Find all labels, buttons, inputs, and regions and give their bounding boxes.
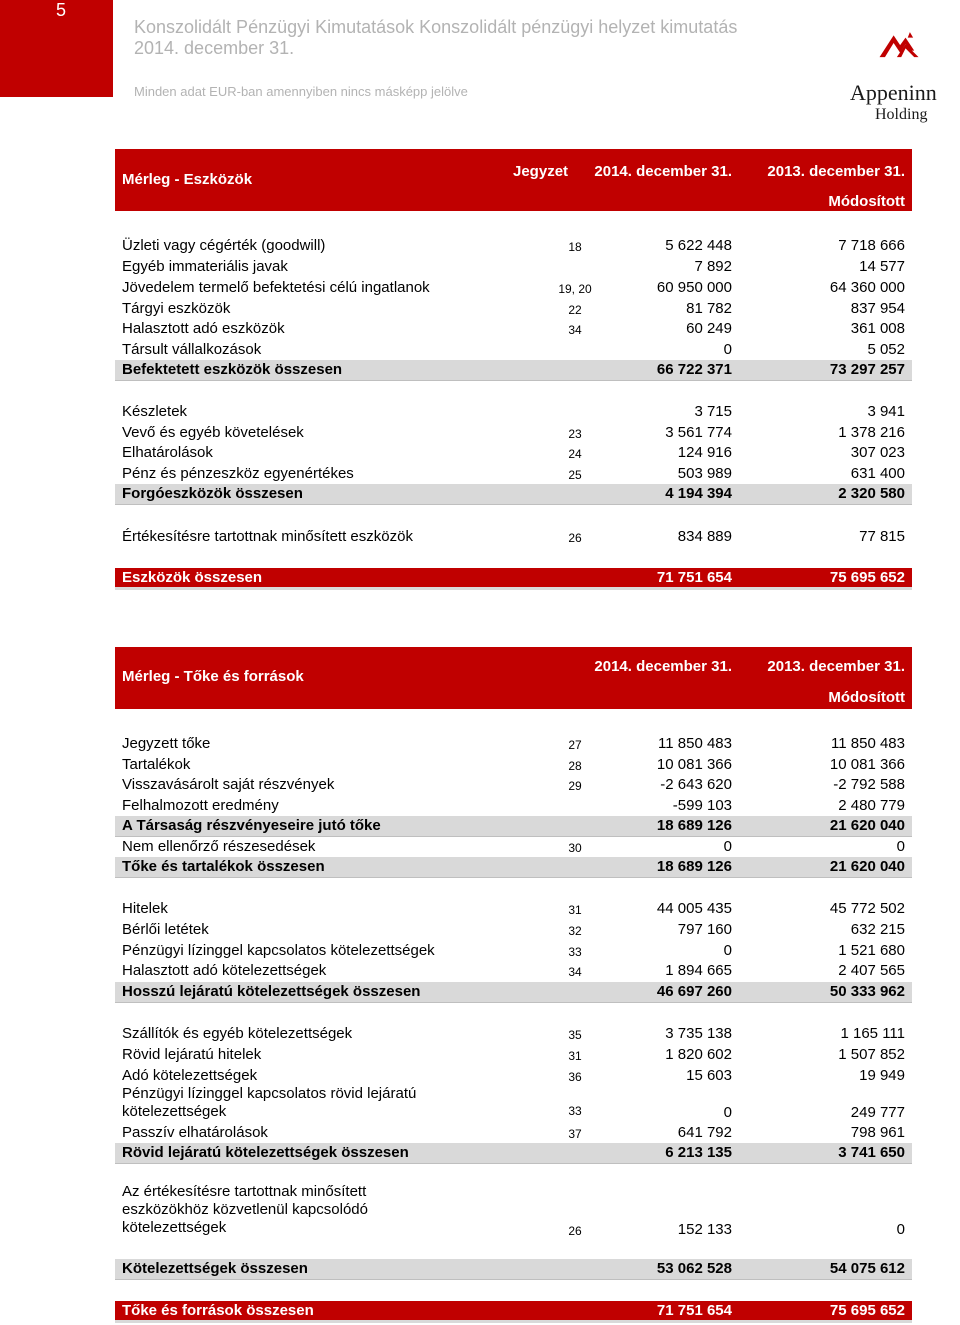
table-row-uzleti-vagy-cegertek-goodwill [115, 236, 912, 256]
report-date: 2014. december 31. [134, 38, 295, 58]
table-row-forgoeszkozok-osszesen [115, 484, 912, 504]
table-row-penz-es-penzeszkoz-egyenertekes [115, 464, 912, 484]
row-value-2013: 1 521 680 [838, 942, 905, 959]
row-note-ref: 24 [568, 447, 582, 461]
row-note-ref: 19, 20 [558, 282, 592, 296]
row-value-2013: 14 577 [859, 258, 905, 275]
row-value-2013: 45 772 502 [829, 900, 905, 917]
row-label: Rövid lejáratú hitelek [122, 1046, 262, 1063]
row-value-2014: 11 850 483 [658, 735, 732, 752]
row-note-ref: 37 [568, 1127, 582, 1141]
row-note-ref: 31 [568, 1049, 582, 1063]
row-label-line: Az értékesítésre tartottnak minősített [122, 1183, 367, 1200]
row-value-2013: 2 480 779 [838, 797, 905, 814]
table-row-jegyzett-toke [115, 734, 912, 754]
row-value-2014: 6 213 135 [665, 1144, 732, 1161]
row-note-ref: 33 [568, 1104, 582, 1118]
row-value-2014: 3 735 138 [665, 1025, 732, 1042]
row-value-2013: 249 777 [850, 1104, 905, 1121]
row-value-2014: 152 133 [677, 1221, 732, 1238]
row-label: Értékesítésre tartottnak minősített eszközök [122, 528, 413, 545]
row-value-2014: 1 820 602 [665, 1046, 732, 1063]
row-value-2013: 798 961 [850, 1124, 905, 1141]
row-label: Felhalmozott eredmény [122, 797, 279, 814]
row-label: Vevő és egyéb követelések [122, 424, 304, 441]
row-value-2014: 0 [723, 942, 732, 959]
row-label: Eszközök összesen [122, 569, 263, 586]
row-value-2013: 1 165 111 [840, 1025, 905, 1042]
col-2013-header: 2013. december 31. [767, 658, 905, 675]
row-label: Pénzügyi lízinggel kapcsolatos kötelezettségek [122, 942, 435, 959]
table-row-kotelezettsegek-osszesen [115, 1259, 912, 1279]
row-value-2014: 18 689 126 [656, 817, 732, 834]
assets-header [115, 149, 912, 211]
row-value-2014: 124 916 [677, 444, 732, 461]
row-label: Adó kötelezettségek [122, 1067, 258, 1084]
row-value-2013: 77 815 [859, 528, 905, 545]
table-row-nem-ellenorzo-reszesedesek [115, 837, 912, 857]
row-value-2014: 4 194 394 [665, 485, 732, 502]
row-value-2013: 64 360 000 [829, 279, 905, 296]
report-title: Konszolidált Pénzügyi Kimutatások Konszolidált pénzügyi helyzet kimutatás [134, 17, 738, 37]
row-label: Hosszú lejáratú kötelezettségek összesen [122, 983, 421, 1000]
row-note-ref: 26 [568, 1224, 582, 1238]
row-value-2013: 361 008 [850, 320, 905, 337]
table-row-ertekesitesre-tartottnak-minositett-eszkozok [115, 527, 912, 547]
row-label: Passzív elhatárolások [122, 1124, 268, 1141]
currency-note: Minden adat EUR-ban amennyiben nincs másképp jelölve [134, 84, 468, 99]
row-value-2014: 5 622 448 [665, 237, 732, 254]
table-row-keszletek [115, 402, 912, 422]
row-label: Hitelek [122, 900, 168, 917]
row-note-ref: 36 [568, 1070, 582, 1084]
logo-subtitle: Holding [875, 106, 928, 123]
row-note-ref: 35 [568, 1028, 582, 1042]
table-row-felhalmozott-eredmeny [115, 796, 912, 816]
row-label-line: kötelezettségek [122, 1219, 227, 1236]
row-value-2013: 11 850 483 [831, 735, 905, 752]
row-value-2014: 3 561 774 [665, 424, 732, 441]
table-row-toke-es-tartalekok-osszesen [115, 857, 912, 877]
table-row-penzugyi-lizinggel-kapcsolatos-rovid-lejaratu-kotelezettsegek [115, 1085, 912, 1123]
row-value-2013: 0 [896, 1221, 905, 1238]
row-label: Társult vállalkozások [122, 341, 262, 358]
table-row-hitelek [115, 899, 912, 919]
row-label: Szállítók és egyéb kötelezettségek [122, 1025, 353, 1042]
table-row-hosszu-lejaratu-kotelezettsegek-osszesen [115, 982, 912, 1002]
row-value-2013: 0 [896, 838, 905, 855]
row-label: Halasztott adó kötelezettségek [122, 962, 327, 979]
row-value-2014: 1 894 665 [665, 962, 732, 979]
row-label: A Társaság részvényeseire jutó tőke [122, 817, 381, 834]
table-row-befektetett-eszkozok-osszesen [115, 360, 912, 380]
row-note-ref: 29 [568, 779, 582, 793]
row-label: Nem ellenőrző részesedések [122, 838, 316, 855]
liabilities-header [115, 647, 912, 709]
row-note-ref: 28 [568, 759, 582, 773]
row-note-ref: 31 [568, 903, 582, 917]
row-label: Tartalékok [122, 756, 191, 773]
row-label: Jegyzett tőke [122, 735, 211, 752]
row-value-2014: 71 751 654 [656, 569, 732, 586]
row-label: Jövedelem termelő befektetési célú ingatlanok [122, 279, 430, 296]
row-label: Tőke és tartalékok összesen [122, 858, 325, 875]
row-label: Készletek [122, 403, 188, 420]
table-row-a-tarsasag-reszvenyeseire-juto-toke [115, 816, 912, 836]
row-value-2013: 19 949 [859, 1067, 905, 1084]
row-value-2014: 0 [723, 341, 732, 358]
row-note-ref: 27 [568, 738, 582, 752]
row-note-ref: 26 [568, 531, 582, 545]
col-modified-header: Módosított [828, 193, 905, 210]
row-value-2014: 66 722 371 [656, 361, 732, 378]
liabilities-title: Mérleg - Tőke és források [122, 668, 304, 685]
table-row-halasztott-ado-eszkozok [115, 319, 912, 339]
row-value-2013: 2 320 580 [838, 485, 905, 502]
row-value-2014: 10 081 366 [656, 756, 732, 773]
row-label: Befektetett eszközök összesen [122, 361, 343, 378]
logo-wordmark: Appeninn [850, 80, 937, 105]
appeninn-logo-icon [850, 30, 960, 82]
row-value-2013: 50 333 962 [829, 983, 905, 1000]
table-row-toke-es-forrasok-osszesen [115, 1301, 912, 1320]
row-note-ref: 34 [568, 965, 582, 979]
table-row-rovid-lejaratu-kotelezettsegek-osszesen [115, 1143, 912, 1163]
col-2013-header: 2013. december 31. [767, 163, 905, 180]
page-number [0, 0, 113, 97]
table-row-rovid-lejaratu-hitelek [115, 1045, 912, 1065]
row-value-2014: 834 889 [677, 528, 732, 545]
row-value-2014: 60 249 [686, 320, 732, 337]
row-note-ref: 32 [568, 924, 582, 938]
row-value-2014: 7 892 [694, 258, 732, 275]
row-note-ref: 18 [568, 240, 582, 254]
row-value-2014: 18 689 126 [656, 858, 732, 875]
row-label: Üzleti vagy cégérték (goodwill) [122, 237, 326, 254]
row-value-2013: 75 695 652 [829, 1302, 905, 1319]
row-value-2014: 3 715 [694, 403, 732, 420]
row-note-ref: 25 [568, 468, 582, 482]
row-label-line: kötelezettségek [122, 1103, 227, 1120]
row-value-2013: 5 052 [867, 341, 905, 358]
row-value-2013: 307 023 [850, 444, 905, 461]
row-label: Bérlői letétek [122, 921, 209, 938]
row-label: Visszavásárolt saját részvények [122, 776, 335, 793]
table-row-passziv-elhatarolasok [115, 1123, 912, 1143]
row-label: Pénz és pénzeszköz egyenértékes [122, 465, 354, 482]
row-note-ref: 33 [568, 945, 582, 959]
page-number-text: 5 [56, 0, 67, 20]
row-value-2014: 503 989 [677, 465, 732, 482]
row-value-2014: 46 697 260 [656, 983, 732, 1000]
row-value-2013: 837 954 [850, 300, 905, 317]
row-value-2013: -2 792 588 [833, 776, 905, 793]
row-value-2014: 15 603 [686, 1067, 732, 1084]
row-value-2014: 71 751 654 [656, 1302, 732, 1319]
row-value-2013: 2 407 565 [838, 962, 905, 979]
row-value-2014: 0 [723, 1104, 732, 1121]
table-row-elhatarolasok [115, 443, 912, 463]
row-value-2013: 1 378 216 [838, 424, 905, 441]
col-modified-header: Módosított [828, 689, 905, 706]
row-label: Halasztott adó eszközök [122, 320, 285, 337]
row-label: Kötelezettségek összesen [122, 1260, 308, 1277]
row-value-2013: 1 507 852 [838, 1046, 905, 1063]
assets-title: Mérleg - Eszközök [122, 171, 253, 188]
table-row-az-ertekesitesre-tartottnak-minositett-eszkozokhoz-kozvetlenul-kapcsolodo-kotelezettsegek [115, 1183, 912, 1241]
table-row-visszavasarolt-sajat-reszvenyek [115, 775, 912, 795]
row-value-2013: 632 215 [850, 921, 905, 938]
table-row-ado-kotelezettsegek [115, 1066, 912, 1086]
row-value-2014: -2 643 620 [660, 776, 732, 793]
row-note-ref: 22 [568, 303, 582, 317]
row-value-2014: 81 782 [686, 300, 732, 317]
row-value-2014: -599 103 [672, 797, 732, 814]
row-note-ref: 34 [568, 323, 582, 337]
row-label: Elhatárolások [122, 444, 213, 461]
row-value-2014: 0 [723, 838, 732, 855]
row-value-2013: 21 620 040 [829, 817, 905, 834]
row-label [122, 1085, 416, 1121]
row-label: Tőke és források összesen [122, 1302, 314, 1319]
row-value-2013: 73 297 257 [829, 361, 905, 378]
table-row-jovedelem-termelo-befektetesi-celu-ingatlanok [115, 278, 912, 298]
row-label-line: eszközökhöz közvetlenül kapcsolódó [122, 1201, 368, 1218]
row-value-2014: 797 160 [677, 921, 732, 938]
row-label: Egyéb immateriális javak [122, 258, 288, 275]
row-value-2013: 54 075 612 [829, 1260, 905, 1277]
table-row-penzugyi-lizinggel-kapcsolatos-kotelezettsegek [115, 941, 912, 961]
col-2014-header: 2014. december 31. [594, 163, 732, 180]
row-label-line: Pénzügyi lízinggel kapcsolatos rövid lejáratú [122, 1085, 417, 1102]
row-note-ref: 30 [568, 841, 582, 855]
row-note-ref: 23 [568, 427, 582, 441]
row-value-2014: 44 005 435 [656, 900, 732, 917]
row-value-2013: 3 741 650 [838, 1144, 905, 1161]
table-row-egyeb-immaterialis-javak [115, 257, 912, 277]
table-row-eszkozok-osszesen [115, 568, 912, 587]
table-row-szallitok-es-egyeb-kotelezettsegek [115, 1024, 912, 1044]
col-2014-header: 2014. december 31. [594, 658, 732, 675]
row-value-2013: 21 620 040 [829, 858, 905, 875]
table-row-berloi-letetek [115, 920, 912, 940]
row-value-2013: 75 695 652 [829, 569, 905, 586]
row-value-2013: 7 718 666 [838, 237, 905, 254]
col-note-header: Jegyzet [513, 163, 569, 180]
row-value-2014: 60 950 000 [656, 279, 732, 296]
table-row-vevo-es-egyeb-kovetelesek [115, 423, 912, 443]
row-label: Rövid lejáratú kötelezettségek összesen [122, 1144, 409, 1161]
table-row-halasztott-ado-kotelezettsegek [115, 961, 912, 981]
row-value-2013: 10 081 366 [829, 756, 905, 773]
row-value-2014: 53 062 528 [656, 1260, 732, 1277]
row-value-2013: 631 400 [850, 465, 905, 482]
row-label [122, 1183, 368, 1237]
table-row-tarsult-vallalkozasok [115, 340, 912, 360]
row-value-2014: 641 792 [677, 1124, 732, 1141]
row-label: Tárgyi eszközök [122, 300, 231, 317]
row-value-2013: 3 941 [867, 403, 905, 420]
table-row-tartalekok [115, 755, 912, 775]
table-row-targyi-eszkozok [115, 299, 912, 319]
row-label: Forgóeszközök összesen [122, 485, 303, 502]
